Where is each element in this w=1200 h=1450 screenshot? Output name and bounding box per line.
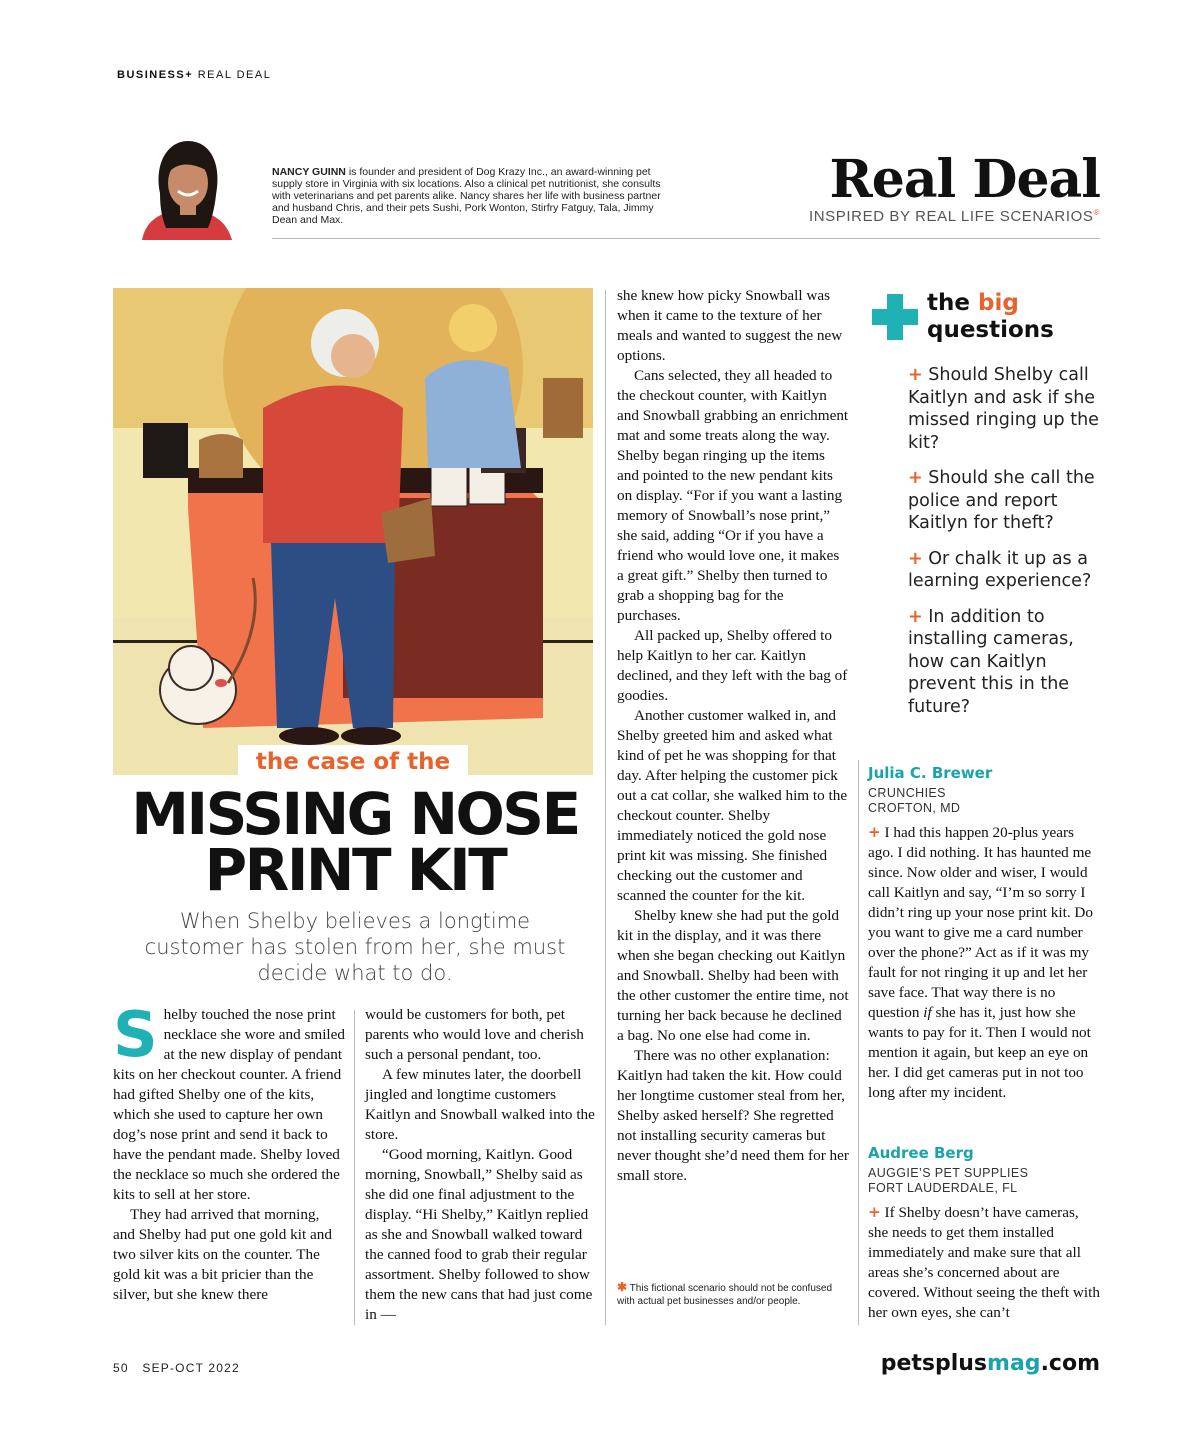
dropcap: S <box>113 998 158 1071</box>
body-column-3 <box>617 286 849 1186</box>
plus-icon: + <box>908 548 923 569</box>
respondent-location: FORT LAUDERDALE, FL <box>868 1181 1018 1195</box>
plus-icon: + <box>908 606 923 627</box>
author-bio <box>272 166 667 226</box>
bq-title-accent: big <box>977 290 1019 316</box>
author-name: NANCY GUINN <box>272 166 346 178</box>
plus-icon: + <box>868 1203 881 1221</box>
response-audree <box>868 1144 1100 1323</box>
paragraph: Another customer walked in, and Shelby greeted him and asked what kind of pet he was shopping for that day. After helping the customer pick out a cat collar, she walked him to the checkout counter. Shelby immediately noticed the gold nose print kit was missing. She finished checking out the customer and scanned the counter for the kit. <box>617 707 848 904</box>
plus-icon: + <box>908 365 923 385</box>
headline-kicker <box>113 745 593 779</box>
response-text-emphasis: if <box>923 1004 932 1021</box>
plus-icon: + <box>908 468 923 488</box>
registered-mark: ® <box>1093 208 1100 217</box>
page-number: 50 <box>113 1361 129 1375</box>
paragraph: helby touched the nose print necklace she wore and smiled at the new display of pendant kits on her checkout counter. A friend had gifted Shelby one of the kits, which she used to capture her own dog’s nose print and send it back to have the pendant made. Shelby loved the necklace so much she ordered the kits to sell at her store. <box>113 1006 345 1203</box>
paragraph: There was no other explanation: Kaitlyn had taken the kit. How could her longtime customer steal from her, Shelby asked herself? She regretted not installing security cameras but never thought she’d need them for her small store. <box>617 1047 849 1184</box>
site-url <box>881 1351 1100 1376</box>
question-text: In addition to installing cameras, how can Kaitlyn prevent this in the future? <box>908 606 1074 717</box>
plus-icon: + <box>868 823 881 841</box>
asterisk-icon: ✱ <box>617 1280 628 1294</box>
footnote-text: This fictional scenario should not be confused with actual pet businesses and/or people. <box>617 1283 833 1307</box>
headline-line-1: MISSING NOSE <box>131 780 579 848</box>
article-illustration <box>113 288 593 775</box>
plus-icon <box>872 294 918 340</box>
respondent-store: AUGGIE’S PET SUPPLIES <box>868 1166 1029 1180</box>
section-label <box>117 69 271 81</box>
author-bio-text: is founder and president of Dog Krazy Inc., an award-winning pet supply store in Virginia with six locations. Also a clinical pet nutritionist, she consults with veterinarians and pet parents alike. Nancy shares her life with business partner and husband Chris, and their pets Sushi, Pork Wonton, Stirfry Fatguy, Tala, Jimmy Dean and Max. <box>272 166 661 226</box>
page-folio <box>113 1361 240 1375</box>
list-item <box>908 548 1108 593</box>
brand-subtitle <box>809 208 1100 225</box>
section-label-bold: BUSINESS+ <box>117 69 194 81</box>
column-divider <box>354 1010 355 1325</box>
bq-title-line2: questions <box>927 317 1054 343</box>
headline-line-2: PRINT KIT <box>204 836 506 904</box>
list-item <box>908 606 1108 719</box>
paragraph: “Good morning, Kaitlyn. Good morning, Snowball,” Shelby said as she did one final adjustment to the display. “Hi Shelby,” Kaitlyn replied as she and Snowball walked toward the canned food to grab their regular assortment. Shelby followed to show them the new cans that had just come in — <box>365 1146 593 1323</box>
respondent-name: Julia C. Brewer <box>868 764 993 782</box>
body-column-2 <box>365 1005 595 1325</box>
big-questions-list <box>908 364 1108 731</box>
bq-title-prefix: the <box>927 290 970 316</box>
respondent-name: Audree Berg <box>868 1144 974 1162</box>
author-photo <box>122 133 252 240</box>
headline <box>100 780 610 904</box>
paragraph: she knew how picky Snowball was when it came to the texture of her meals and wanted to suggest the new options. <box>617 287 843 364</box>
deck: When Shelby believes a longtime customer has stolen from her, she must decide what to do. <box>144 909 566 985</box>
body-column-1 <box>113 998 345 1305</box>
question-text: Or chalk it up as a learning experience? <box>908 548 1092 591</box>
column-divider <box>605 290 606 1325</box>
site-part-accent: mag <box>987 1351 1041 1376</box>
paragraph: They had arrived that morning, and Shelby had put one gold kit and two silver kits on the counter. The gold kit was a bit pricier than the silver, but she knew there <box>113 1206 332 1303</box>
footnote <box>617 1281 849 1308</box>
response-text <box>868 1202 1100 1323</box>
response-text <box>868 822 1100 1103</box>
respondent-location: CROFTON, MD <box>868 801 961 815</box>
site-part: petsplus <box>880 1351 988 1376</box>
list-item <box>908 364 1108 454</box>
paragraph: All packed up, Shelby offered to help Kaitlyn to her car. Kaitlyn declined, and they left with the bag of goodies. <box>617 627 848 704</box>
site-part: .com <box>1040 1351 1100 1376</box>
respondent-store: CRUNCHIES <box>868 786 946 800</box>
paragraph: would be customers for both, pet parents who would love and cherish such a personal pendant, too. <box>365 1006 584 1063</box>
paragraph: Shelby knew she had put the gold kit in the display, and it was there when she began checking out Kaitlyn and Snowball. Shelby had been with the other customer the entire time, not turning her back because he declined a bag. No one else had come in. <box>617 907 849 1044</box>
paragraph: A few minutes later, the doorbell jingled and longtime customers Kaitlyn and Snowball walked into the store. <box>365 1066 595 1143</box>
paragraph: Cans selected, they all headed to the checkout counter, with Kaitlyn and Snowball grabbing an enrichment mat and some treats along the way. Shelby began ringing up the items and pointed to the new pendant kits on display. “For if you want a lasting memory of Snowball’s nose print,” she said, adding “Or if you have a friend who would love one, it makes a great gift.” Shelby then turned to grab a shopping bag for the purchases. <box>617 367 849 624</box>
section-label-rest: REAL DEAL <box>197 69 272 81</box>
list-item <box>908 467 1108 535</box>
response-text-part: I had this happen 20-plus years ago. I did nothing. It has haunted me since. Now older and wiser, I would call Kaitlyn and say, “I’m so sorry I didn’t ring up your nose print kit. Do you want to give me a card number over the phone?” Act as if it was my fault for not ringing it up and let her save face. That way there is no question <box>868 824 1093 1021</box>
response-text-part: she has it, just how she wants to pay for it. Then I would not mention it again, but keep an eye on her. I did get cameras put in not too long after my incident. <box>868 1004 1091 1101</box>
header-rule <box>272 238 1100 239</box>
column-divider <box>858 760 859 1325</box>
response-text-part: If Shelby doesn’t have cameras, she needs to get them installed immediately and make sure that all areas she’s concerned about are covered. Without seeing the theft with her own eyes, she can’t <box>868 1204 1100 1321</box>
question-text: Should Shelby call Kaitlyn and ask if she missed ringing up the kit? <box>908 365 1099 453</box>
response-julia <box>868 764 1100 1103</box>
brand-subtitle-text: INSPIRED BY REAL LIFE SCENARIOS <box>808 208 1094 225</box>
question-text: Should she call the police and report Kaitlyn for theft? <box>908 468 1095 533</box>
brand-title: Real Deal <box>829 149 1100 210</box>
big-questions-title <box>927 290 1054 344</box>
kicker-text: the case of the <box>238 745 468 779</box>
issue-date: SEP-OCT 2022 <box>142 1361 240 1375</box>
